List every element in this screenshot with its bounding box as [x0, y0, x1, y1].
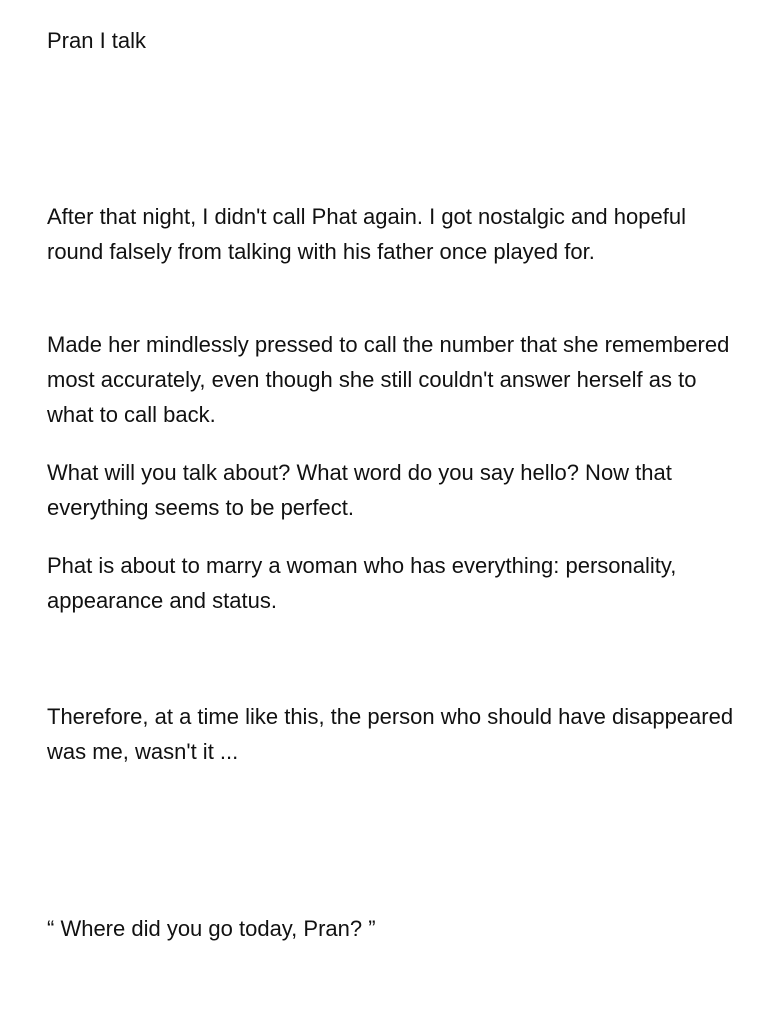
chapter-title: Pran I talk: [47, 28, 147, 53]
paragraph: Phat is about to marry a woman who has everything: personality, appearance and status.: [47, 553, 677, 613]
paragraph: Therefore, at a time like this, the person who should have disappeared was me, wasn't it ...: [47, 704, 734, 764]
paragraph: After that night, I didn't call Phat again. I got nostalgic and hopeful round falsely from talking with his father once played for.: [47, 204, 686, 264]
dialogue-line: “ Where did you go today, Pran? ”: [47, 916, 376, 941]
paragraph: Made her mindlessly pressed to call the number that she remembered most accurately, even though she still couldn't answer herself as to what to call back.: [47, 332, 730, 427]
paragraph: What will you talk about? What word do you say hello? Now that everything seems to be perfect.: [47, 460, 672, 520]
